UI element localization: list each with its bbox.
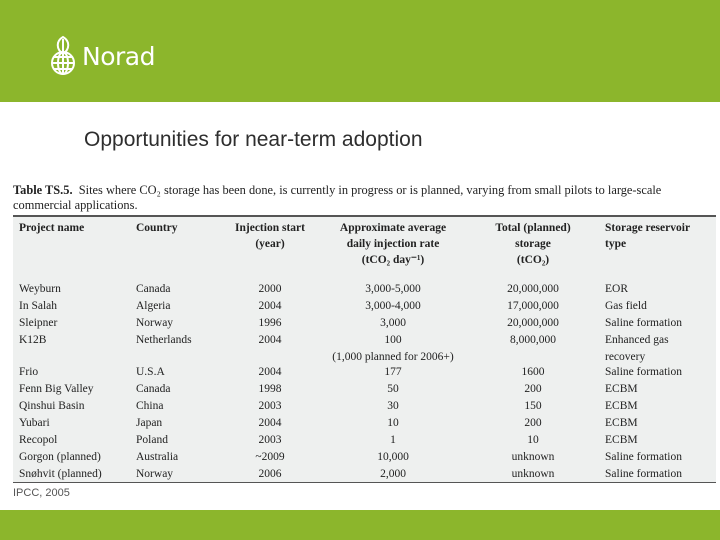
header-injection-rate: Approximate average daily injection rate (tCO₂ day⁻¹)	[339, 222, 447, 266]
cell-project: Yubari	[19, 417, 50, 429]
cell-rate: 3,000-4,000	[365, 300, 421, 312]
cell-type: Saline formation	[605, 366, 682, 378]
cell-type: ECBM	[605, 434, 638, 446]
cell-start: 1998	[258, 383, 282, 395]
cell-country: China	[136, 400, 164, 412]
cell-type: Saline formation	[605, 317, 682, 329]
cell-total: 8,000,000	[510, 334, 556, 346]
cell-country: Norway	[136, 468, 174, 480]
cell-rate: 2,000	[380, 468, 406, 480]
cell-type: ECBM	[605, 383, 638, 395]
cell-total: unknown	[511, 468, 555, 480]
cell-rate: 50	[387, 383, 399, 395]
cell-start: 2004	[258, 366, 282, 378]
cell-start: 2004	[258, 417, 282, 429]
globe-leaf-icon	[50, 35, 76, 77]
cell-total: 20,000,000	[507, 317, 559, 329]
cell-country: U.S.A	[136, 366, 165, 378]
table-caption-label: Table TS.5.	[13, 183, 73, 197]
cell-total: 10	[527, 434, 539, 446]
cell-type: ECBM	[605, 400, 638, 412]
cell-type: Saline formation	[605, 468, 682, 480]
table-caption	[13, 183, 703, 213]
footer-bar	[0, 510, 720, 540]
cell-project: K12B	[19, 334, 47, 346]
cell-total: 17,000,000	[507, 300, 559, 312]
source-note: IPCC, 2005	[13, 487, 70, 499]
cell-total: 1600	[521, 366, 545, 378]
cell-type: Gas field	[605, 300, 647, 312]
cell-start: 2004	[258, 334, 282, 346]
slide-title: Opportunities for near-term adoption	[84, 128, 423, 151]
header-country: Country	[136, 222, 178, 234]
cell-start: 1996	[258, 317, 282, 329]
cell-rate: 10,000	[377, 451, 409, 463]
header-reservoir-type: Storage reservoir type	[605, 222, 691, 250]
cell-project: In Salah	[19, 300, 58, 312]
cell-project: Snøhvit (planned)	[19, 468, 102, 480]
cell-project: Recopol	[19, 434, 58, 446]
table-caption-text: Sites where CO₂ storage has been done, is currently in progress or is planned, varying from small pilots to large-scale commercial applications.	[13, 183, 662, 212]
cell-project: Fenn Big Valley	[19, 383, 94, 395]
cell-country: Canada	[136, 283, 171, 295]
cell-country: Canada	[136, 383, 171, 395]
header-project: Project name	[19, 222, 85, 234]
cell-project: Weyburn	[19, 283, 61, 295]
cell-project: Qinshui Basin	[19, 400, 85, 412]
cell-project: Gorgon (planned)	[19, 451, 101, 463]
cell-project: Frio	[19, 366, 39, 378]
cell-country: Australia	[136, 451, 179, 463]
cell-total: 150	[524, 400, 542, 412]
cell-rate: 100 (1,000 planned for 2006+)	[332, 334, 454, 363]
cell-rate: 177	[384, 366, 402, 378]
cell-rate: 3,000-5,000	[365, 283, 421, 295]
norad-logo	[50, 35, 155, 77]
cell-country: Japan	[136, 417, 163, 429]
cell-project: Sleipner	[19, 317, 58, 329]
cell-start: 2003	[258, 434, 282, 446]
cell-rate: 1	[390, 434, 396, 446]
cell-country: Norway	[136, 317, 174, 329]
cell-start: 2003	[258, 400, 282, 412]
cell-type: Saline formation	[605, 451, 682, 463]
cell-total: 200	[524, 417, 542, 429]
cell-type: EOR	[605, 283, 628, 295]
cell-rate: 30	[387, 400, 399, 412]
cell-start: 2000	[258, 283, 282, 295]
header-bar	[0, 0, 720, 102]
cell-type: Enhanced gas recovery	[605, 334, 669, 363]
cell-total: 200	[524, 383, 542, 395]
brand-name: Norad	[82, 41, 155, 71]
cell-country: Netherlands	[136, 334, 192, 346]
cell-country: Poland	[136, 434, 168, 446]
cell-total: 20,000,000	[507, 283, 559, 295]
cell-rate: 10	[387, 417, 399, 429]
header-injection-start: Injection start (year)	[235, 222, 305, 250]
cell-start: ~2009	[255, 451, 285, 463]
cell-type: ECBM	[605, 417, 638, 429]
cell-country: Algeria	[136, 300, 171, 312]
cell-rate: 3,000	[380, 317, 406, 329]
header-total-storage: Total (planned) storage (tCO₂)	[495, 222, 571, 266]
cell-start: 2004	[258, 300, 282, 312]
cell-start: 2006	[258, 468, 282, 480]
cell-total: unknown	[511, 451, 555, 463]
